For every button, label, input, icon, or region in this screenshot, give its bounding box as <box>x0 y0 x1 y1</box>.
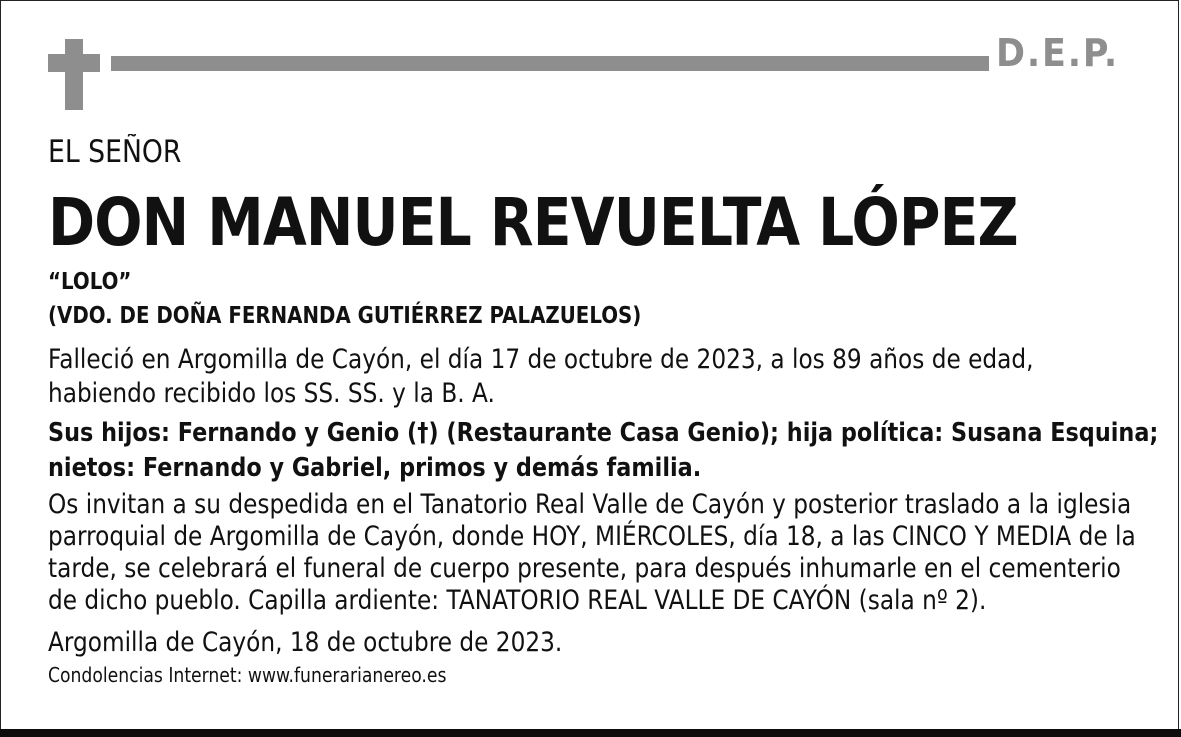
deceased-name: DON MANUEL REVUELTA LÓPEZ <box>48 184 1018 261</box>
cross-icon <box>65 39 83 110</box>
invitation-line: parroquial de Argomilla de Cayón, donde HOY, MIÉRCOLES, día 18, a las CINCO Y MEDIA de la <box>48 521 1136 552</box>
family-line: Sus hijos: Fernando y Genio (†) (Restaurante Casa Genio); hija política: Susana Esquina; <box>48 418 1159 448</box>
death-line: Falleció en Argomilla de Cayón, el día 17 de octubre de 2023, a los 89 años de edad, <box>48 344 1034 375</box>
invitation-line: de dicho pueblo. Capilla ardiente: TANATORIO REAL VALLE DE CAYÓN (sala nº 2). <box>48 585 987 616</box>
honorific: EL SEÑOR <box>48 134 182 170</box>
death-statement <box>48 343 1033 411</box>
family-list <box>48 416 1158 486</box>
family-line: nietos: Fernando y Gabriel, primos y demás familia. <box>48 453 702 483</box>
header-rule <box>111 56 989 71</box>
nickname: “LOLO” <box>48 269 132 295</box>
cross-icon-crossbar <box>48 54 100 72</box>
dep-label: D.E.P. <box>996 31 1119 75</box>
death-line: habiendo recibido los SS. SS. y la B. A. <box>48 378 495 409</box>
place-date: Argomilla de Cayón, 18 de octubre de 2023. <box>48 627 563 658</box>
widower-of: (VDO. DE DOÑA FERNANDA GUTIÉRREZ PALAZUELOS) <box>48 303 642 329</box>
condolences-link[interactable]: Condolencias Internet: www.funerarianereo.es <box>48 663 447 687</box>
invitation <box>48 489 1136 617</box>
bottom-border <box>0 729 1181 737</box>
invitation-line: tarde, se celebrará el funeral de cuerpo presente, para después inhumarle en el cementerio <box>48 553 1121 584</box>
invitation-line: Os invitan a su despedida en el Tanatorio Real Valle de Cayón y posterior traslado a la iglesia <box>48 489 1132 520</box>
